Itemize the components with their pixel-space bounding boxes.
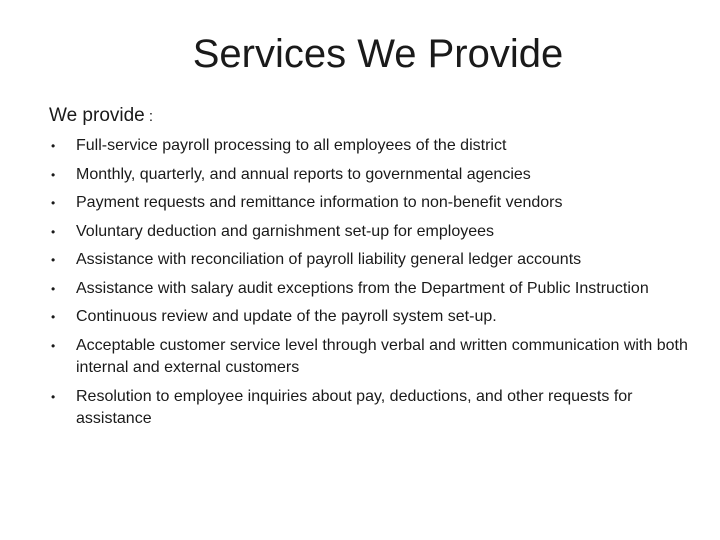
bullet-icon: • [51,196,56,210]
bullet-icon: • [51,253,56,267]
bullet-icon: • [51,389,56,404]
services-list [49,135,689,437]
list-item [49,249,689,272]
list-item [49,306,689,329]
list-item-text: Assistance with reconciliation of payroll liability general ledger accounts [76,251,582,268]
bullet-icon: • [51,139,56,153]
list-item [49,135,689,158]
intro-lead: We provide [49,105,145,126]
list-item [49,221,689,244]
bullet-icon: • [51,167,56,182]
list-item-text: Continuous review and update of the payroll system set-up. [76,308,497,325]
list-item-text: Voluntary deduction and garnishment set-up for employees [76,222,495,240]
list-item-text: Monthly, quarterly, and annual reports to governmental agencies [76,165,531,183]
list-item-text: Acceptable customer service level through verbal and written communication with both internal and external customers [76,336,688,376]
bullet-icon: • [51,338,56,353]
bullet-icon: • [51,310,56,324]
list-item-text: Payment requests and remittance information to non-benefit vendors [76,194,563,211]
list-item [49,192,689,215]
list-item [49,278,689,301]
intro-colon: : [144,108,154,125]
page-title: Services We Provide [192,32,564,76]
list-item-text: Assistance with salary audit exceptions from the Department of Public Instruction [76,279,649,297]
list-item [49,386,689,431]
bullet-icon: • [51,281,56,296]
list-item-text: Full-service payroll processing to all employees of the district [76,137,507,154]
list-item-text: Resolution to employee inquiries about pay, deductions, and other requests for assistance [76,387,633,427]
intro-text [49,102,153,130]
list-item [49,335,689,380]
list-item [49,164,689,187]
bullet-icon: • [51,224,56,239]
